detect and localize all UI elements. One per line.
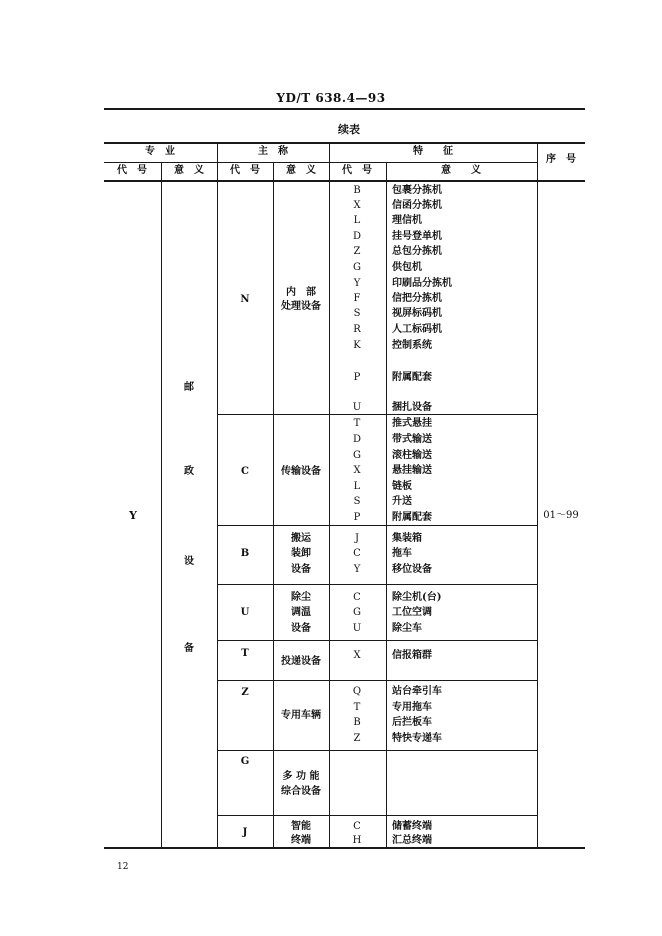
feature-code: L <box>353 215 361 226</box>
feature-meaning: 滚柱输送 <box>392 450 432 461</box>
feature-meaning: 总包分拣机 <box>392 246 442 257</box>
header-specialty: 专 业 <box>145 146 175 157</box>
main-code: Z <box>241 687 249 698</box>
feature-meaning: 推式悬挂 <box>392 418 432 429</box>
feature-meaning: 信函分拣机 <box>392 200 442 211</box>
specialty-code: Y <box>129 509 137 522</box>
group-separator <box>217 584 537 585</box>
feature-meaning: 理信机 <box>392 215 422 226</box>
feature-meaning: 专用拖车 <box>392 702 432 713</box>
feature-meaning: 后拦板车 <box>392 717 432 728</box>
specialty-char: 备 <box>184 643 194 654</box>
feature-code: T <box>353 418 361 429</box>
col-rule <box>161 162 162 848</box>
feature-meaning: 信报箱群 <box>392 650 432 661</box>
header-sequence: 序 号 <box>546 154 576 165</box>
main-meaning-line: 终端 <box>291 835 311 846</box>
group-separator <box>217 414 537 415</box>
header-specialty-meaning: 意 义 <box>174 165 204 176</box>
table-top-rule <box>104 142 585 144</box>
main-meaning-line: 投递设备 <box>281 656 321 667</box>
group-separator <box>217 680 537 681</box>
feature-code: D <box>352 231 362 242</box>
main-meaning-line: 内 部 <box>286 287 316 298</box>
header-feature-code: 代 号 <box>342 165 372 176</box>
header-main-name: 主 称 <box>258 146 288 157</box>
feature-meaning: 链板 <box>392 481 412 492</box>
feature-meaning: 控制系统 <box>392 340 432 351</box>
feature-meaning: 特快专递车 <box>392 733 442 744</box>
feature-code: C <box>353 592 361 603</box>
feature-code: K <box>353 340 361 351</box>
feature-code: U <box>352 623 362 634</box>
feature-code: X <box>353 650 361 661</box>
feature-meaning: 带式输送 <box>392 434 432 445</box>
header-mid-rule <box>104 162 537 163</box>
feature-code: F <box>353 293 361 304</box>
page-number: 12 <box>117 862 129 872</box>
feature-code: S <box>353 308 361 319</box>
feature-code: U <box>352 402 362 413</box>
feature-code: X <box>353 465 361 476</box>
feature-meaning: 附属配套 <box>392 372 432 383</box>
specialty-char: 设 <box>184 556 194 567</box>
feature-meaning: 悬挂输送 <box>392 465 432 476</box>
feature-code: P <box>353 512 361 523</box>
standard-code: YD/T 638.4—93 <box>276 91 386 105</box>
col-rule <box>537 142 538 848</box>
feature-code: Z <box>353 733 361 744</box>
feature-meaning: 除尘机(台) <box>392 592 442 603</box>
feature-code: X <box>353 200 361 211</box>
feature-meaning: 视屏标码机 <box>392 308 442 319</box>
feature-code: B <box>353 185 361 196</box>
feature-code: Z <box>353 246 361 257</box>
specialty-char: 政 <box>184 466 194 477</box>
feature-code: G <box>353 607 361 618</box>
feature-code: Y <box>353 278 361 289</box>
main-code: T <box>241 648 249 659</box>
main-code: B <box>240 548 250 559</box>
main-meaning-line: 处理设备 <box>281 301 321 312</box>
feature-meaning: 集装箱 <box>392 533 422 544</box>
feature-meaning: 供包机 <box>392 262 422 273</box>
main-code: G <box>240 756 250 767</box>
header-bottom-rule <box>104 180 585 182</box>
feature-code: R <box>353 324 361 335</box>
feature-code: C <box>353 821 361 832</box>
main-meaning-line: 专用车辆 <box>281 710 321 721</box>
header-feature: 特 征 <box>413 146 453 157</box>
feature-code: D <box>352 434 362 445</box>
specialty-char: 邮 <box>184 382 194 393</box>
main-meaning-line: 设备 <box>291 564 311 575</box>
main-meaning-line: 装卸 <box>291 548 311 559</box>
feature-code: H <box>352 835 362 846</box>
table-bottom-rule <box>104 847 585 849</box>
header-feature-meaning: 意 义 <box>441 165 481 176</box>
sequence-range: 01～99 <box>543 510 579 521</box>
feature-meaning: 移位设备 <box>392 564 432 575</box>
main-meaning-line: 多 功 能 <box>282 771 320 782</box>
feature-meaning: 工位空调 <box>392 607 432 618</box>
header-specialty-code: 代 号 <box>117 165 147 176</box>
feature-code: J <box>354 533 360 544</box>
feature-meaning: 捆扎设备 <box>392 402 432 413</box>
main-meaning-line: 调温 <box>291 607 311 618</box>
col-rule <box>329 142 330 848</box>
feature-code: C <box>353 548 361 559</box>
feature-meaning: 信把分拣机 <box>392 293 442 304</box>
main-code: C <box>241 466 249 477</box>
feature-code: L <box>353 481 361 492</box>
col-rule <box>217 142 218 848</box>
feature-meaning: 拖车 <box>392 548 412 559</box>
main-meaning-line: 设备 <box>291 623 311 634</box>
feature-code: P <box>353 372 361 383</box>
main-meaning-line: 搬运 <box>291 533 311 544</box>
group-separator <box>217 525 537 526</box>
feature-meaning: 附属配套 <box>392 512 432 523</box>
feature-code: Y <box>353 564 361 575</box>
table-title: 续表 <box>338 123 360 136</box>
feature-meaning: 人工标码机 <box>392 324 442 335</box>
main-code: U <box>240 607 250 618</box>
feature-meaning: 站台牵引车 <box>392 686 442 697</box>
main-code: N <box>240 294 250 305</box>
col-rule <box>386 162 387 848</box>
feature-meaning: 升送 <box>392 496 412 507</box>
group-separator <box>217 640 537 641</box>
feature-meaning: 汇总终端 <box>392 835 432 846</box>
feature-meaning: 储蓄终端 <box>392 821 432 832</box>
col-rule <box>273 162 274 848</box>
feature-code: G <box>353 262 361 273</box>
header-main-meaning: 意 义 <box>286 165 316 176</box>
feature-code: Q <box>352 686 362 697</box>
feature-meaning: 除尘车 <box>392 623 422 634</box>
feature-meaning: 挂号登单机 <box>392 231 442 242</box>
feature-code: B <box>353 717 361 728</box>
header-main-code: 代 号 <box>230 165 260 176</box>
feature-code: G <box>353 450 361 461</box>
feature-meaning: 包裹分拣机 <box>392 185 442 196</box>
feature-code: T <box>353 702 361 713</box>
main-meaning-line: 传输设备 <box>281 466 321 477</box>
main-code: J <box>242 827 248 838</box>
main-meaning-line: 除尘 <box>291 592 311 603</box>
feature-code: S <box>353 496 361 507</box>
feature-meaning: 印刷品分拣机 <box>392 278 452 289</box>
main-meaning-line: 智能 <box>291 821 311 832</box>
group-separator <box>217 815 537 816</box>
main-meaning-line: 综合设备 <box>281 786 321 797</box>
group-separator <box>217 750 537 751</box>
